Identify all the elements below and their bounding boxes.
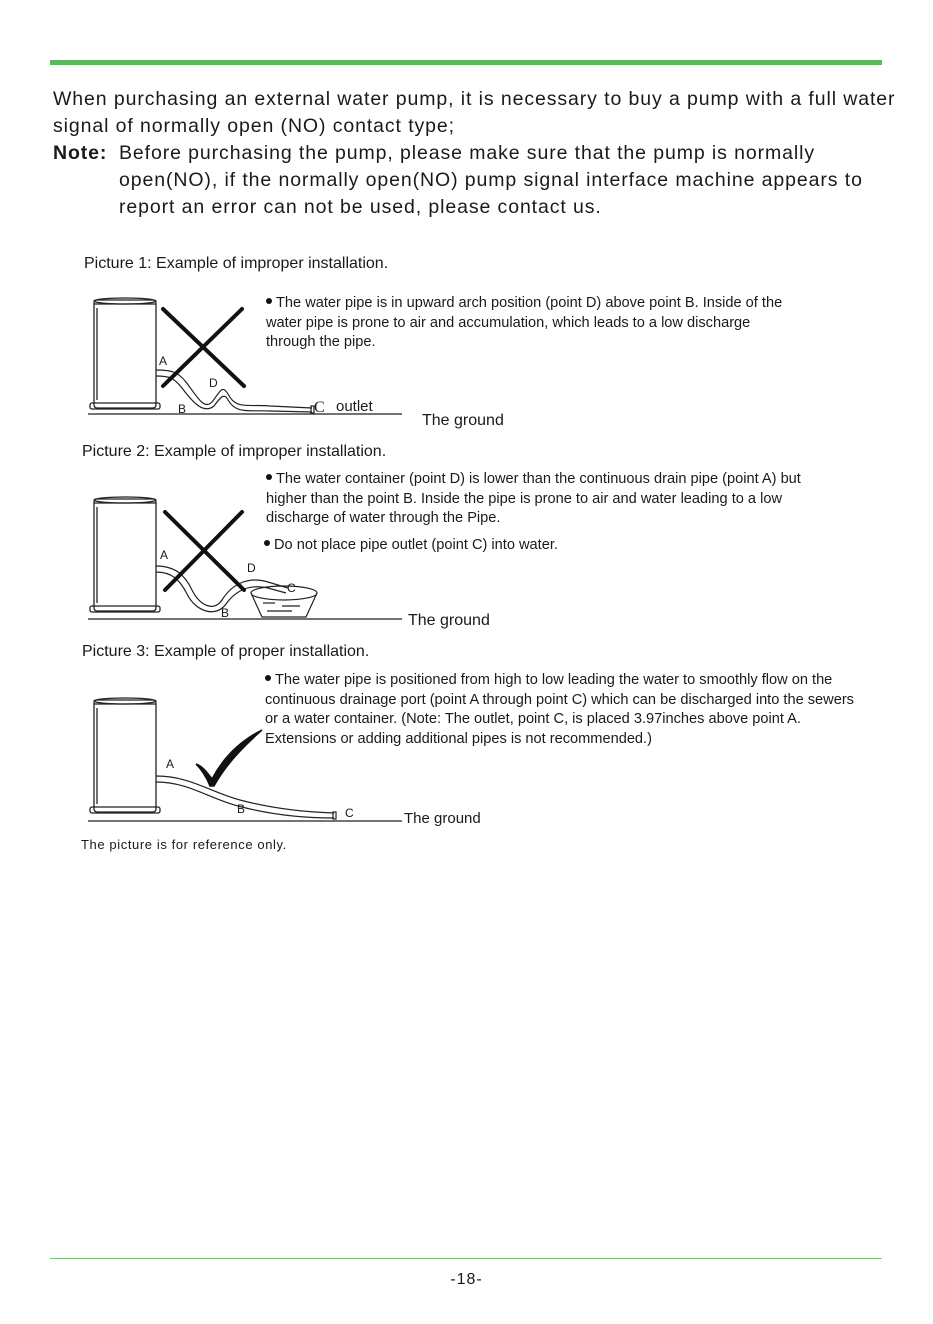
picture2-caption: Picture 2: Example of improper installation. bbox=[82, 443, 387, 460]
bullet-icon bbox=[266, 298, 272, 304]
note-text: Before purchasing the pump, please make sure that the pump is normally open(NO), if the normally open(NO) pump signal interface machine appears to report an error can not be used, please contact us. bbox=[119, 142, 863, 218]
bullet-icon bbox=[266, 474, 272, 480]
picture2-bullet2 bbox=[264, 536, 664, 556]
picture1-point-c: C bbox=[314, 399, 325, 416]
cross-mark-icon bbox=[163, 309, 244, 386]
picture2-bullet2-text: Do not place pipe outlet (point C) into water. bbox=[274, 537, 558, 553]
picture3-caption: Picture 3: Example of proper installation. bbox=[82, 643, 370, 660]
picture3-pipe bbox=[156, 776, 336, 819]
picture1-point-d: D bbox=[209, 376, 218, 390]
picture3-point-b: B bbox=[237, 802, 246, 816]
picture2-point-c: C bbox=[287, 581, 296, 595]
bullet-icon bbox=[265, 675, 271, 681]
picture2-ground-label: The ground bbox=[408, 612, 490, 629]
picture1-bullet-text: The water pipe is in upward arch position (point D) above point B. Inside of the water pipe is prone to air and accumulation, which leads to a low discharge through the pipe. bbox=[266, 295, 783, 350]
intro-paragraph: When purchasing an external water pump, it is necessary to buy a pump with a full water signal of normally open (NO) contact type; bbox=[53, 88, 896, 137]
picture3-tank bbox=[90, 698, 160, 813]
picture2-pipe bbox=[156, 566, 288, 612]
water-container bbox=[251, 586, 317, 617]
picture3-point-a: A bbox=[166, 757, 175, 771]
bottom-divider bbox=[50, 1258, 882, 1259]
reference-footnote: The picture is for reference only. bbox=[81, 837, 287, 852]
cross-mark-icon bbox=[165, 512, 244, 590]
picture1-caption: Picture 1: Example of improper installation. bbox=[84, 255, 389, 272]
picture3-bullet bbox=[265, 671, 865, 749]
picture2-point-b: B bbox=[221, 606, 230, 620]
picture3-ground-label: The ground bbox=[404, 810, 481, 827]
picture1-outlet-label: outlet bbox=[336, 398, 373, 415]
picture2-bullet1 bbox=[266, 470, 826, 529]
picture2-point-a: A bbox=[160, 548, 169, 562]
picture1-point-b: B bbox=[178, 402, 187, 416]
picture1-point-a: A bbox=[159, 354, 168, 368]
page-number: -18- bbox=[450, 1271, 483, 1288]
note-label: Note: bbox=[53, 142, 108, 164]
picture3-point-c: C bbox=[345, 806, 354, 820]
picture2-bullet1-text: The water container (point D) is lower than the continuous drain pipe (point A) but higher than the point B. Inside the pipe is prone to air and water leading to a low discharge of water through the Pipe. bbox=[266, 471, 801, 526]
picture1-bullet bbox=[266, 294, 786, 353]
picture1-tank bbox=[90, 298, 160, 409]
picture2-point-d: D bbox=[247, 561, 256, 575]
picture1-ground-label: The ground bbox=[422, 412, 504, 429]
check-mark-icon bbox=[196, 730, 262, 786]
picture3-bullet-text: The water pipe is positioned from high to low leading the water to smoothly flow on the continuous drainage port (point A through point C) which can be discharged into the sewers or a water container. (Note: The outlet, point C, is placed 3.97inches above point A. Extensions or adding additional pipes is not recommended.) bbox=[265, 672, 854, 747]
picture2-tank bbox=[90, 497, 160, 612]
bullet-icon bbox=[264, 540, 270, 546]
